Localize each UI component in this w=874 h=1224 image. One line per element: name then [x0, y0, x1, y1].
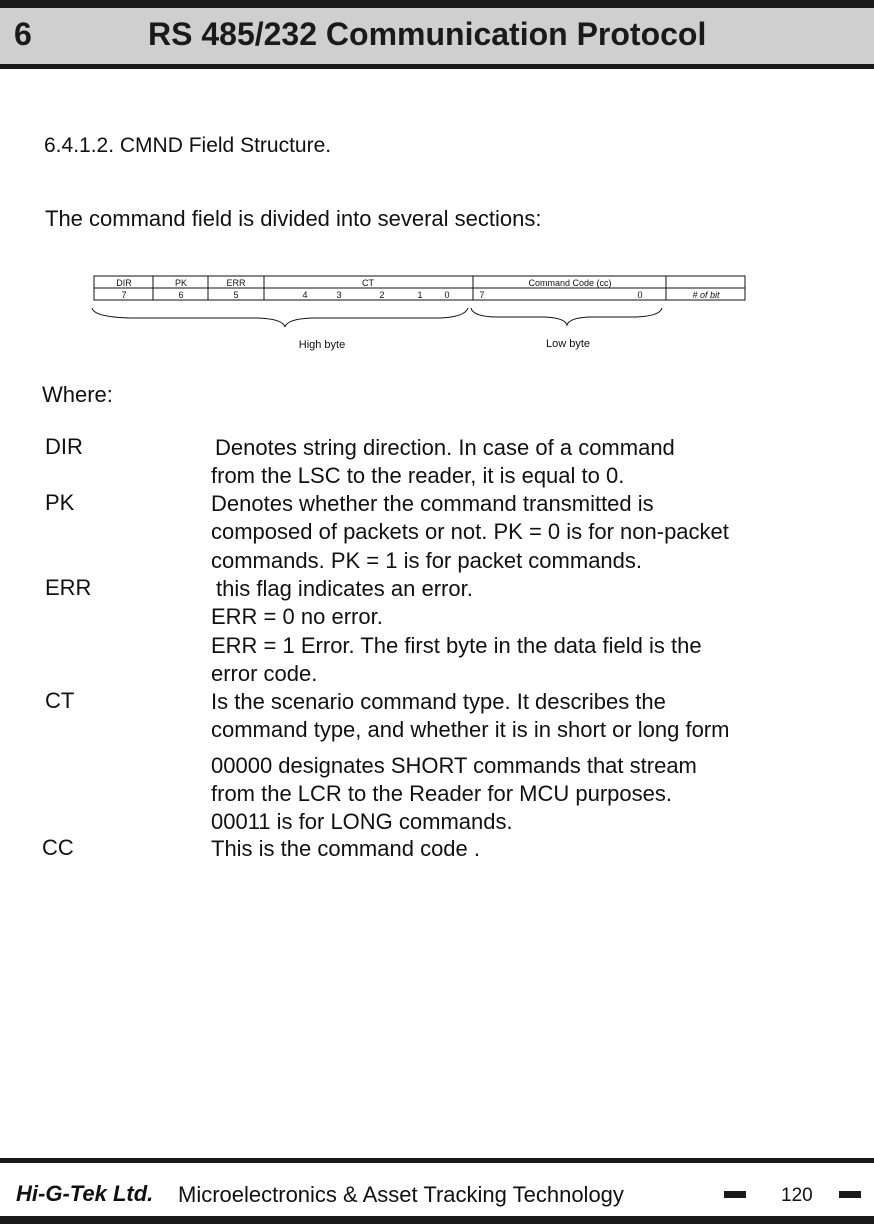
definition-term-ct: CT — [45, 688, 75, 713]
section-heading: 6.4.1.2. CMND Field Structure. — [44, 134, 332, 157]
footer-bottom-rule — [0, 1216, 874, 1224]
definition-term-dir: DIR — [45, 434, 83, 459]
footer-tagline: Microelectronics & Asset Tracking Technology — [178, 1182, 624, 1207]
bit-number: 7 — [479, 290, 485, 300]
desc-line: from the LSC to the reader, it is equal to 0. — [211, 463, 625, 489]
desc-line: Denotes string direction. In case of a command — [215, 435, 675, 460]
definition-term-pk: PK — [45, 490, 75, 515]
cmnd-field-diagram — [0, 0, 874, 360]
bit-number: 4 — [302, 290, 308, 300]
chapter-number: 6 — [14, 16, 32, 52]
desc-line: this flag indicates an error. — [216, 576, 473, 601]
footer-top-rule — [0, 1158, 874, 1163]
desc-line: ERR = 1 Error. The first byte in the data field is the — [211, 632, 702, 658]
footer-company: Hi-G-Tek Ltd. — [16, 1181, 154, 1206]
field-err-label: ERR — [226, 278, 246, 288]
desc-line: ERR = 0 no error. — [211, 604, 383, 630]
high-byte-brace — [92, 308, 468, 327]
field-dir-label: DIR — [116, 278, 132, 288]
field-cc-label: Command Code (cc) — [528, 278, 612, 288]
desc-line: 00011 is for LONG commands. — [211, 809, 513, 835]
desc-line: Is the scenario command type. It describes the — [211, 689, 666, 714]
desc-line: commands. PK = 1 is for packet commands. — [211, 547, 643, 573]
definition-term-err: ERR — [45, 575, 92, 600]
bit-number: 0 — [637, 290, 643, 300]
desc-line: This is the command code . — [211, 836, 481, 861]
definition-term-cc: CC — [42, 835, 74, 860]
desc-line: Denotes whether the command transmitted is — [211, 491, 654, 516]
definition-desc-dir — [211, 434, 675, 491]
desc-line: composed of packets or not. PK = 0 is for non-packet — [211, 519, 729, 545]
desc-line: from the LCR to the Reader for MCU purposes. — [211, 780, 672, 806]
chapter-title: RS 485/232 Communication Protocol — [148, 16, 707, 52]
desc-line: error code. — [211, 660, 318, 686]
bit-number: 0 — [444, 290, 450, 300]
bit-legend: # of bit — [692, 290, 720, 300]
bit-number: 3 — [336, 290, 342, 300]
low-byte-brace — [471, 308, 662, 325]
bit-number: 6 — [178, 290, 184, 300]
bit-number: 1 — [417, 290, 423, 300]
footer-marker-right — [839, 1191, 861, 1198]
definition-desc-pk — [211, 490, 729, 575]
page-number: 120 — [781, 1185, 813, 1206]
definition-desc-err — [211, 575, 702, 688]
definition-desc-cc — [211, 835, 480, 863]
definition-desc-ct — [211, 688, 729, 836]
desc-line: command type, and whether it is in short or long form — [211, 717, 730, 743]
low-byte-label: Low byte — [545, 338, 591, 350]
high-byte-label: High byte — [298, 339, 346, 351]
field-pk-label: PK — [174, 278, 188, 288]
bit-number: 2 — [379, 290, 385, 300]
field-ct-label: CT — [362, 278, 374, 288]
intro-text: The command field is divided into several sections: — [45, 206, 542, 231]
footer-marker-left — [724, 1191, 746, 1198]
bit-number: 5 — [233, 290, 239, 300]
desc-line: 00000 designates SHORT commands that stream — [211, 752, 697, 778]
bit-number: 7 — [121, 290, 127, 300]
where-label: Where: — [42, 382, 113, 407]
